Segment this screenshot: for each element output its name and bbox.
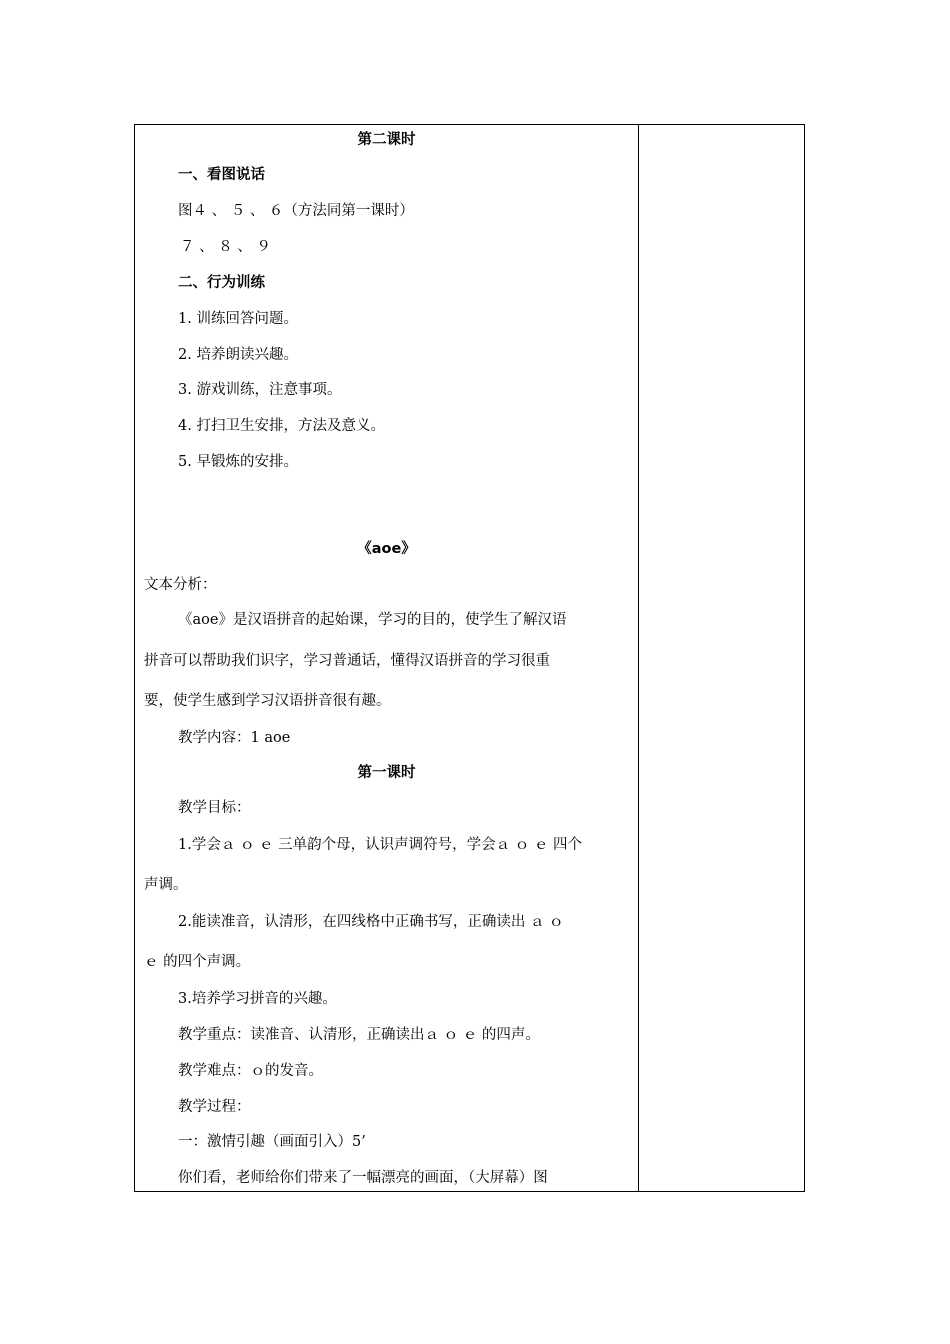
lesson-title: 《aoe》 (357, 541, 416, 557)
session2-title: 第二课时 (357, 132, 416, 148)
goal-2-line-2: ｅ 的四个声调。 (144, 954, 251, 970)
session1-title: 第一课时 (357, 765, 416, 781)
column-divider (638, 125, 639, 1191)
heading-behavior-training: 二、行为训练 (178, 275, 265, 291)
analysis-line-1: 《aoe》是汉语拼音的起始课，学习的目的，使学生了解汉语 (178, 612, 567, 628)
list-item: 4. 打扫卫生安排，方法及意义。 (178, 418, 385, 434)
analysis-line-2: 拼音可以帮助我们识字，学习普通话，懂得汉语拼音的学习很重 (144, 653, 550, 669)
final-line: 你们看，老师给你们带来了一幅漂亮的画面，（大屏幕）图 (178, 1170, 548, 1186)
teaching-content: 教学内容：1 aoe (178, 730, 291, 746)
list-item: 5. 早锻炼的安排。 (178, 454, 298, 470)
teaching-goals-label: 教学目标： (178, 800, 251, 816)
lesson-plan-table (134, 124, 805, 1192)
text-analysis-label: 文本分析： (144, 577, 217, 593)
goal-3: 3.培养学习拼音的兴趣。 (178, 991, 337, 1007)
goal-2-line-1: 2.能读准音，认清形，在四线格中正确书写，正确读出 ａ ｏ (178, 914, 564, 930)
pictures-789-line: ７ 、 ８ 、 ９ (180, 239, 271, 255)
key-point: 教学重点：读准音、认清形，正确读出ａ ｏ ｅ 的四声。 (178, 1027, 540, 1043)
step-1: 一：激情引趣（画面引入）5’ (178, 1134, 366, 1150)
list-item: 1. 训练回答问题。 (178, 311, 298, 327)
list-item: 2. 培养朗读兴趣。 (178, 347, 298, 363)
pictures-456-line: 图４ 、 ５ 、 ６（方法同第一课时） (178, 203, 414, 219)
goal-1-line-2: 声调。 (144, 877, 188, 893)
goal-1-line-1: 1.学会ａ ｏ ｅ 三单韵个母，认识声调符号，学会ａ ｏ ｅ 四个 (178, 837, 582, 853)
list-item: 3. 游戏训练，注意事项。 (178, 382, 342, 398)
process-label: 教学过程： (178, 1099, 251, 1115)
analysis-line-3: 要，使学生感到学习汉语拼音很有趣。 (144, 693, 391, 709)
heading-picture-talk: 一、看图说话 (178, 167, 265, 183)
difficulty: 教学难点：ｏ的发音。 (178, 1063, 323, 1079)
